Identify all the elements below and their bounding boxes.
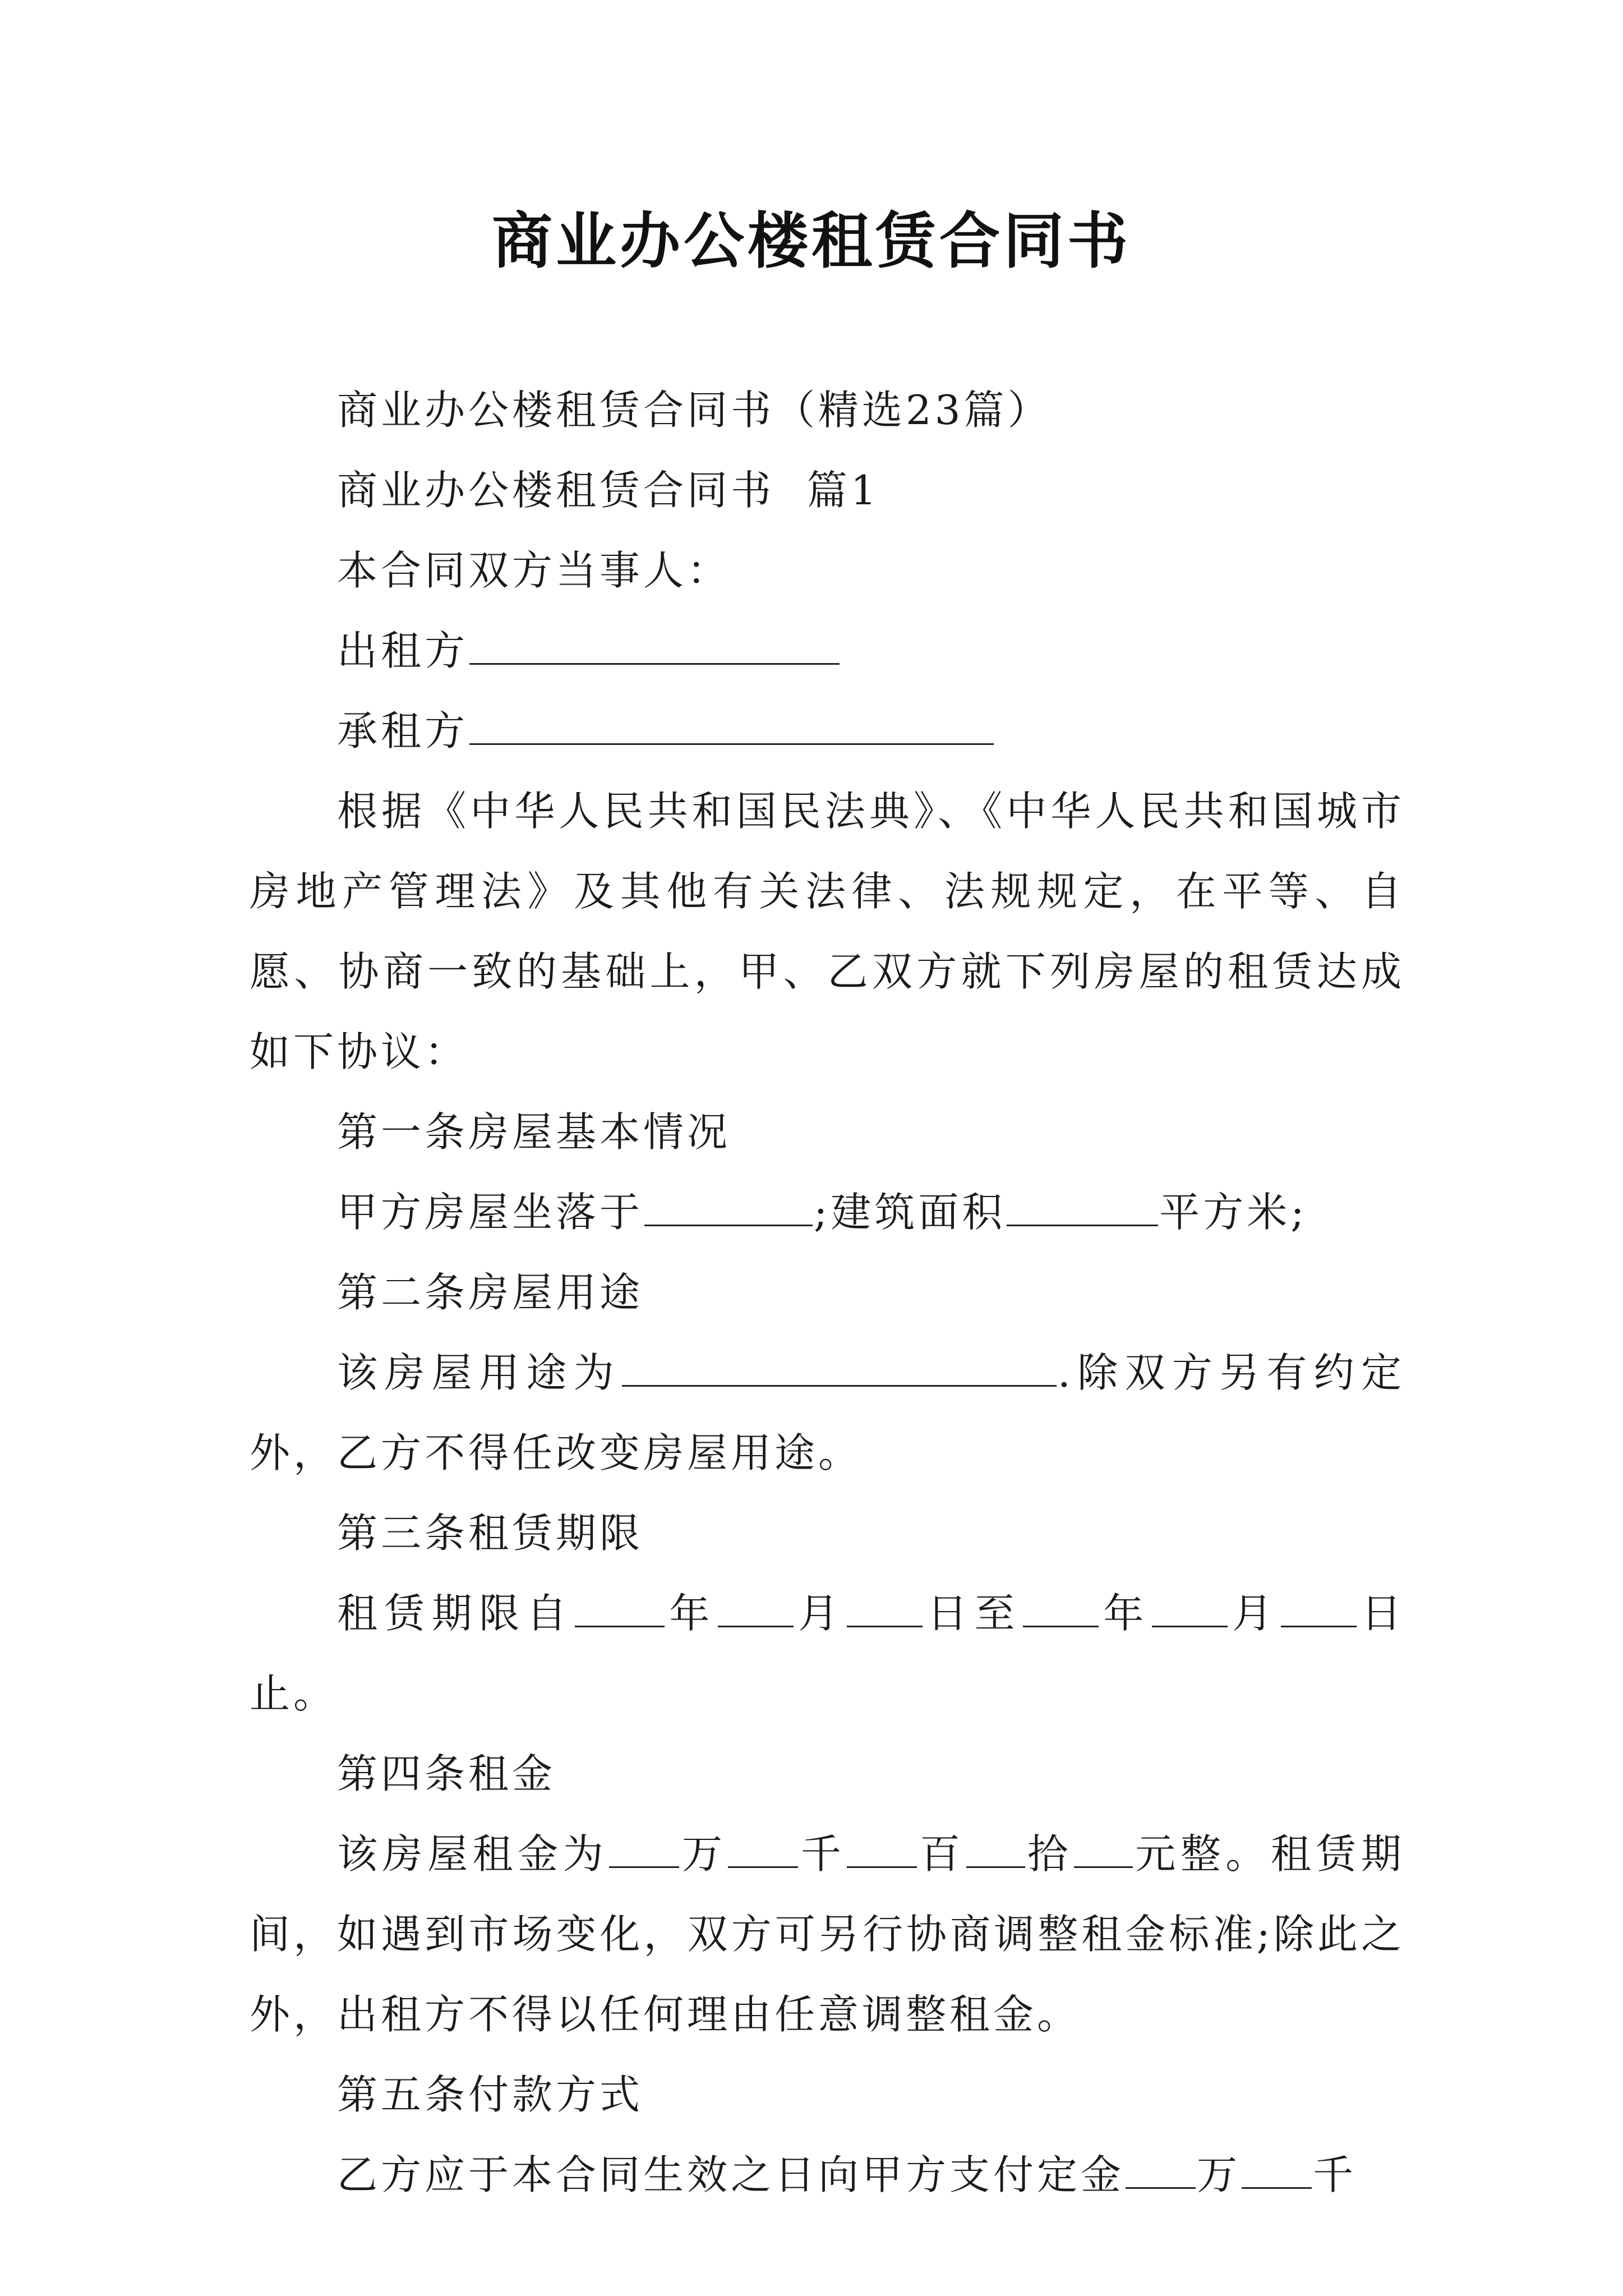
art1-area-label: ;建筑面积 xyxy=(814,1189,1006,1236)
document-body xyxy=(250,370,1405,2215)
art3-start: 租赁期限自 xyxy=(337,1590,574,1637)
deposit-wan-blank xyxy=(1126,2154,1196,2189)
art3-end: 日止。 xyxy=(250,1590,1405,1717)
day-blank-1 xyxy=(847,1592,923,1627)
location-blank xyxy=(644,1191,813,1226)
deposit-qian-blank xyxy=(1242,2154,1312,2189)
art1-unit: 平方米; xyxy=(1159,1189,1308,1236)
article-5-text xyxy=(250,2135,1405,2215)
art5-wan: 万 xyxy=(1197,2151,1241,2198)
art4-rent-label: 该房屋租金为 xyxy=(337,1830,608,1878)
art4-shi: 拾 xyxy=(1026,1830,1073,1878)
month-blank-1 xyxy=(718,1592,794,1627)
lessor-blank xyxy=(469,629,840,665)
article-5-title: 第五条付款方式 xyxy=(337,2071,644,2118)
parties-intro: 本合同双方当事人： xyxy=(337,547,731,594)
bai-blank xyxy=(847,1833,917,1868)
article-2-text xyxy=(250,1333,1405,1493)
qian-blank xyxy=(728,1833,798,1868)
lessor-label: 出租方 xyxy=(337,627,469,674)
article-4-title: 第四条租金 xyxy=(337,1750,556,1797)
art3-month-2: 月 xyxy=(1228,1590,1280,1637)
lessor-line xyxy=(250,611,1405,691)
article-3-text xyxy=(250,1573,1405,1734)
article-3-title: 第三条租赁期限 xyxy=(337,1510,644,1557)
art4-rest: 元整。租赁期间，如遇到市场变化，双方可另行协商调整租金标准;除此之外，出租方不得以任何理由任意调整租金。 xyxy=(250,1830,1405,2038)
month-blank-2 xyxy=(1152,1592,1228,1627)
document-title: 商业办公楼租赁合同书 xyxy=(491,206,1131,277)
art3-month-1: 月 xyxy=(794,1590,846,1637)
article-4-text xyxy=(250,1814,1405,2055)
article-1-text xyxy=(250,1172,1405,1253)
lessee-line xyxy=(250,691,1405,771)
preamble: 根据《中华人民共和国民法典》、《中华人民共和国城市房地产管理法》及其他有关法律、法规规定，在平等、自愿、协商一致的基础上，甲、乙双方就下列房屋的租赁达成如下协议： xyxy=(250,788,1405,1075)
year-blank-2 xyxy=(1023,1592,1099,1627)
art3-year-1: 年 xyxy=(666,1590,717,1637)
wan-blank xyxy=(609,1833,679,1868)
art2-use-rest: .除双方另有约定外，乙方不得任改变房屋用途。 xyxy=(250,1349,1405,1476)
art4-wan: 万 xyxy=(680,1830,727,1878)
day-blank-2 xyxy=(1281,1592,1357,1627)
article-1-title: 第一条房屋基本情况 xyxy=(337,1108,731,1156)
subtitle: 商业办公楼租赁合同书（精选23篇） xyxy=(337,386,1052,434)
use-blank xyxy=(622,1351,1057,1387)
art5-qian: 千 xyxy=(1313,2151,1357,2198)
art4-bai: 百 xyxy=(918,1830,965,1878)
lessee-blank xyxy=(469,710,994,745)
art5-deposit-label: 乙方应于本合同生效之日向甲方支付定金 xyxy=(337,2151,1125,2198)
shi-blank xyxy=(966,1833,1025,1868)
art3-day-to: 日至 xyxy=(923,1590,1022,1637)
area-blank xyxy=(1007,1191,1158,1226)
article-2-title: 第二条房屋用途 xyxy=(337,1269,644,1316)
year-blank-1 xyxy=(575,1592,665,1627)
yuan-blank xyxy=(1074,1833,1133,1868)
lessee-label: 承租方 xyxy=(337,707,469,754)
art2-use-label: 该房屋用途为 xyxy=(337,1349,621,1396)
chapter-heading: 商业办公楼租赁合同书 篇1 xyxy=(337,467,880,514)
art1-location-label: 甲方房屋坐落于 xyxy=(337,1189,644,1236)
art3-year-2: 年 xyxy=(1099,1590,1151,1637)
art4-qian: 千 xyxy=(799,1830,846,1878)
